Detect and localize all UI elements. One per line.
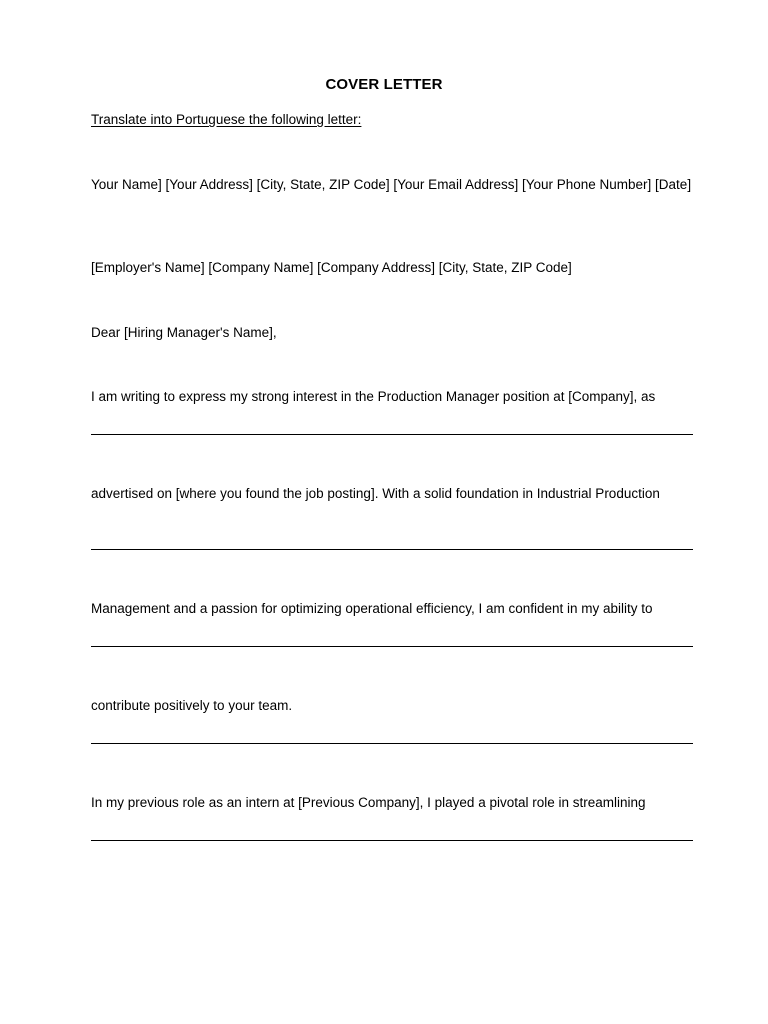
answer-line-2	[91, 549, 693, 550]
answer-line-5	[91, 840, 693, 841]
body-line-3: Management and a passion for optimizing operational efficiency, I am confident in my ability to	[91, 601, 653, 616]
sender-info-paragraph: Your Name] [Your Address] [City, State, ZIP Code] [Your Email Address] [Your Phone Number] [Date]	[91, 177, 692, 192]
employer-info-paragraph: [Employer's Name] [Company Name] [Company Address] [City, State, ZIP Code]	[91, 260, 572, 275]
translation-instruction: Translate into Portuguese the following letter:	[91, 112, 362, 127]
salutation: Dear [Hiring Manager's Name],	[91, 325, 277, 340]
body-line-4: contribute positively to your team.	[91, 698, 293, 713]
body-line-2: advertised on [where you found the job posting]. With a solid foundation in Industrial Production	[91, 486, 660, 501]
answer-line-4	[91, 743, 693, 744]
document-title: COVER LETTER	[325, 76, 443, 93]
answer-line-3	[91, 646, 693, 647]
body-line-5: In my previous role as an intern at [Previous Company], I played a pivotal role in streamlining	[91, 795, 646, 810]
answer-line-1	[91, 434, 693, 435]
body-line-1: I am writing to express my strong interest in the Production Manager position at [Company], as	[91, 389, 656, 404]
